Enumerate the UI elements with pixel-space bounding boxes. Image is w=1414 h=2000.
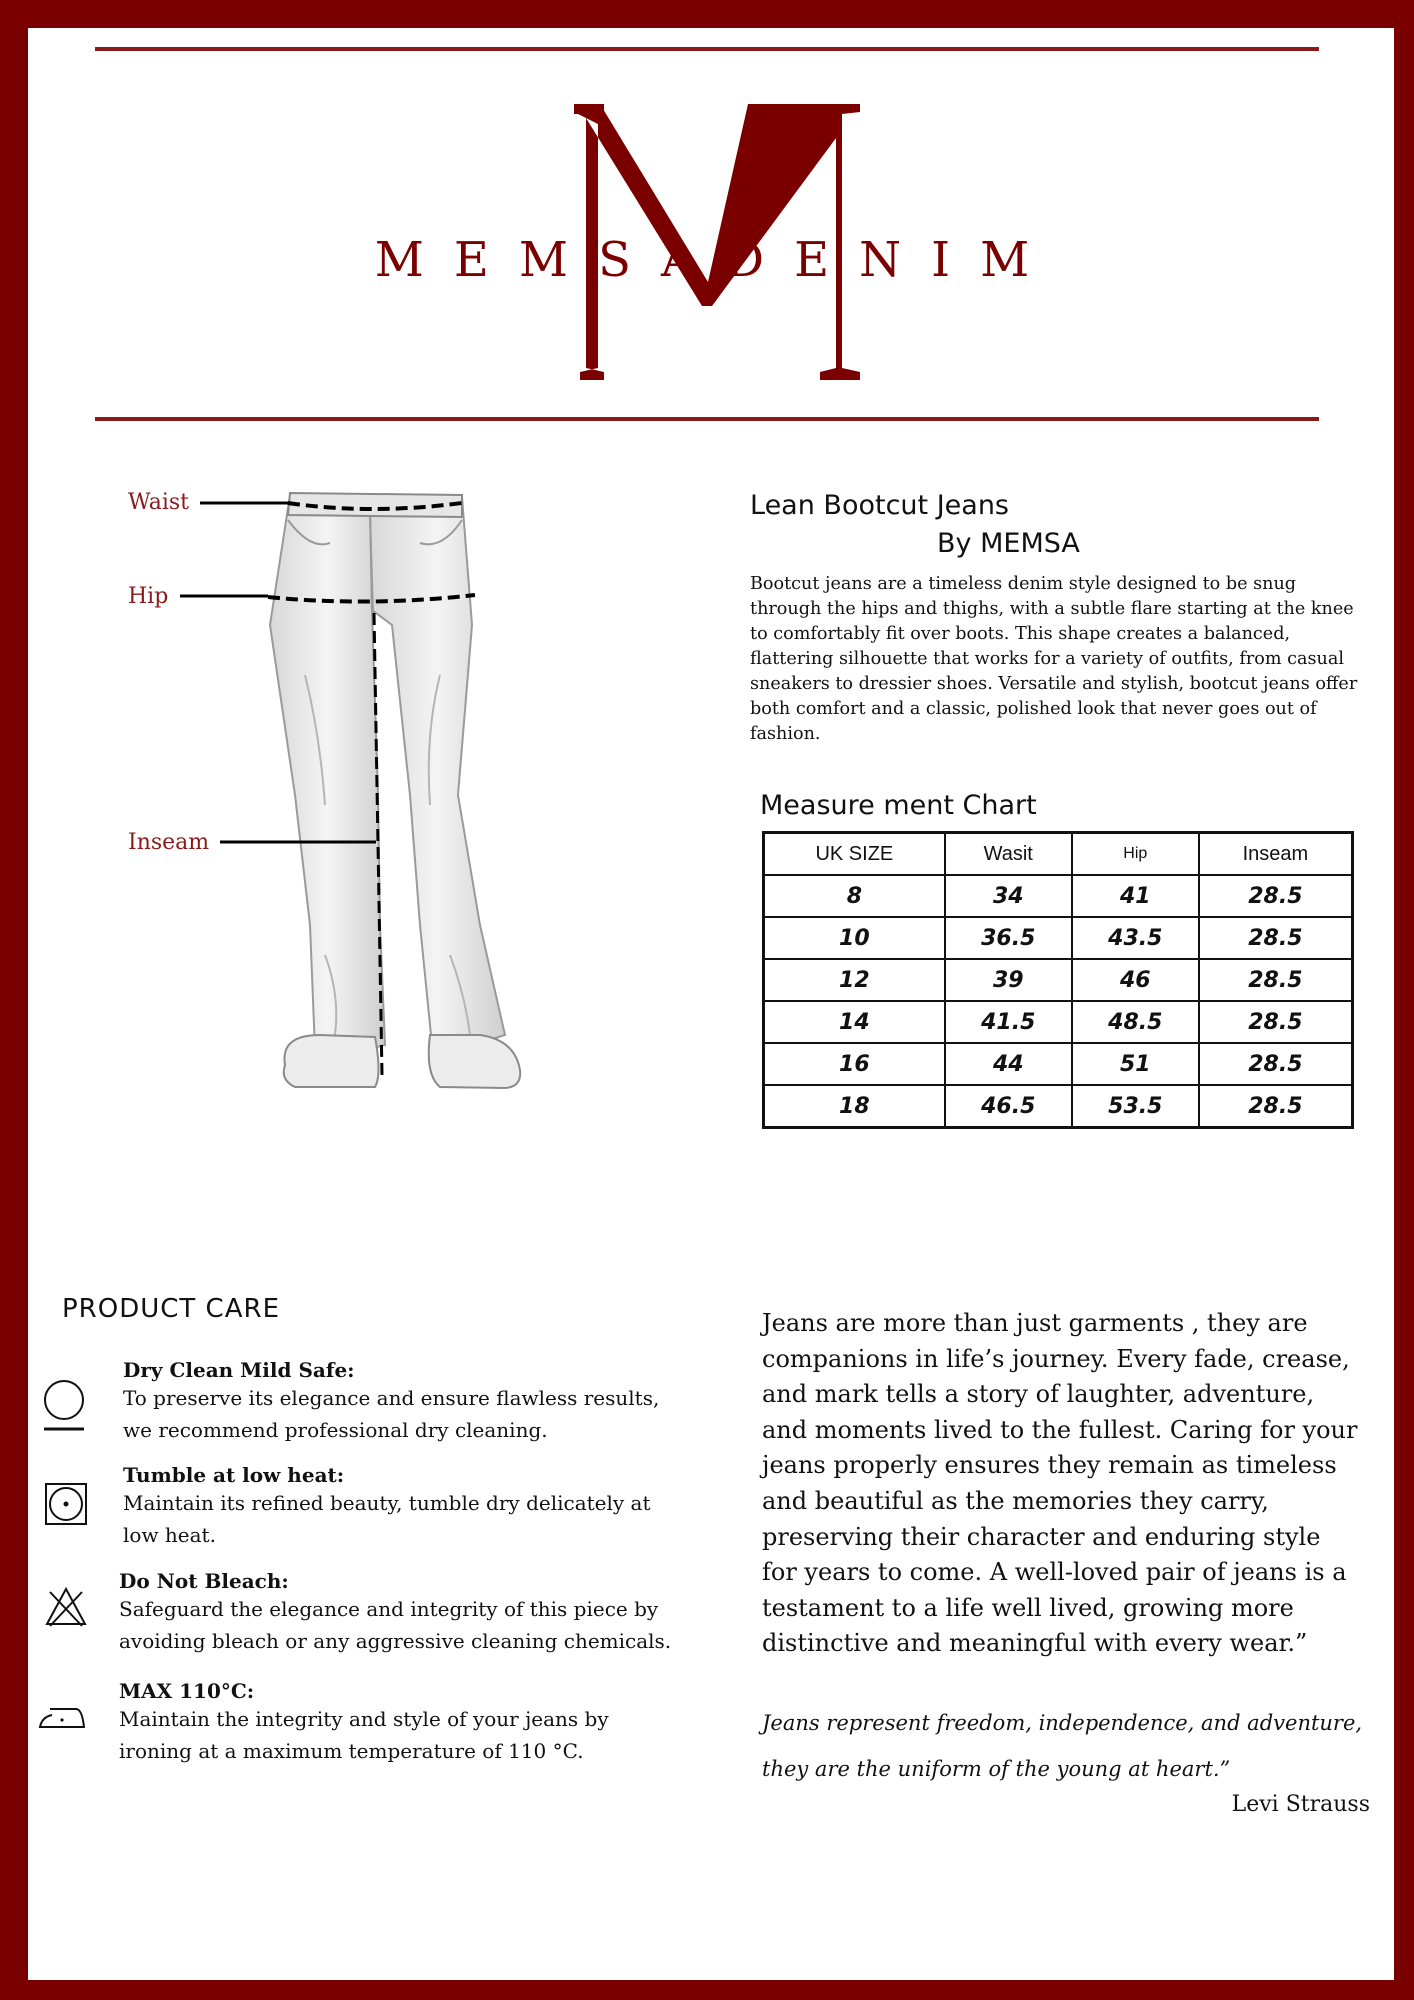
care-item-text: we recommend professional dry cleaning. (123, 1418, 548, 1442)
levi-quote: Jeans represent freedom, independence, and adventure, they are the uniform of the young at heart.” (762, 1711, 1363, 1781)
table-row (764, 917, 1353, 959)
do-not-bleach-icon (44, 1586, 88, 1628)
care-item-text: ironing at a maximum temperature of 110 °C. (119, 1739, 584, 1763)
care-item (123, 1358, 703, 1446)
size-cell: 14 (764, 1001, 945, 1043)
hip-cell: 41 (1072, 875, 1199, 917)
care-item-title: Dry Clean Mild Safe: (123, 1358, 355, 1382)
header-waist: Wasit (945, 833, 1072, 876)
top-rule (95, 47, 1319, 51)
measurement-table (762, 831, 1354, 1129)
care-item-text: avoiding bleach or any aggressive cleaning chemicals. (119, 1629, 672, 1653)
waist-cell: 36.5 (945, 917, 1072, 959)
waist-label: Waist (128, 490, 189, 515)
product-description: Bootcut jeans are a timeless denim style designed to be snug through the hips and thighs, with a subtle flare starting at the knee to comfortably fit over boots. This shape creates a balanced, flattering silhouette that works for a variety of outfits, from casual sneakers to dressier shoes. Versatile and stylish, bootcut jeans offer both comfort and a classic, polished look that never goes out of fashion. (750, 574, 1358, 744)
inseam-cell: 28.5 (1199, 917, 1353, 959)
care-item (123, 1463, 703, 1551)
jeans-illustration (120, 475, 600, 1135)
waist-cell: 39 (945, 959, 1072, 1001)
hip-label: Hip (128, 584, 169, 609)
care-item-title: Do Not Bleach: (119, 1569, 289, 1593)
care-item-title: MAX 110°C: (119, 1679, 255, 1703)
table-row (764, 875, 1353, 917)
hip-cell: 46 (1072, 959, 1199, 1001)
waist-cell: 46.5 (945, 1085, 1072, 1128)
hip-cell: 53.5 (1072, 1085, 1199, 1128)
product-care-title: PRODUCT CARE (62, 1294, 280, 1324)
care-item-text: Maintain its refined beauty, tumble dry delicately at (123, 1491, 651, 1515)
size-cell: 18 (764, 1085, 945, 1128)
hip-cell: 43.5 (1072, 917, 1199, 959)
table-header-row (764, 833, 1353, 876)
care-item-text: low heat. (123, 1523, 216, 1547)
inseam-label: Inseam (128, 830, 210, 855)
care-item-text: Maintain the integrity and style of your jeans by (119, 1707, 609, 1731)
table-row (764, 1085, 1353, 1128)
iron-low-icon (38, 1705, 88, 1733)
inseam-cell: 28.5 (1199, 875, 1353, 917)
table-row (764, 1043, 1353, 1085)
waist-cell: 41.5 (945, 1001, 1072, 1043)
hip-cell: 51 (1072, 1043, 1199, 1085)
care-item (119, 1569, 719, 1657)
size-cell: 8 (764, 875, 945, 917)
care-item-text: Safeguard the elegance and integrity of this piece by (119, 1597, 659, 1621)
dry-clean-icon (42, 1378, 86, 1434)
jeans-quote: Jeans are more than just garments , they are companions in life’s journey. Every fade, crease, and mark tells a story of laughter, adventure, and moments lived to the fullest. Caring for your jeans properly ensures they remain as timeless and beautiful as the memories they carry, preserving their character and enduring style for years to come. A well-loved pair of jeans is a testament to a life well lived, growing more distinctive and meaningful with every wear.” (762, 1309, 1358, 1658)
brand-name: MEMSADENIM (374, 232, 1060, 288)
table-row (764, 1001, 1353, 1043)
product-title: Lean Bootcut Jeans (750, 490, 1009, 521)
inseam-cell: 28.5 (1199, 959, 1353, 1001)
care-item-title: Tumble at low heat: (123, 1463, 345, 1487)
header-inseam: Inseam (1199, 833, 1353, 876)
size-cell: 16 (764, 1043, 945, 1085)
measurement-title: Measure ment Chart (760, 790, 1037, 821)
inseam-cell: 28.5 (1199, 1001, 1353, 1043)
quote-author: Levi Strauss (1231, 1792, 1370, 1817)
table-row (764, 959, 1353, 1001)
tumble-dry-low-icon (44, 1482, 88, 1526)
header-rule (95, 417, 1319, 421)
product-by: By MEMSA (937, 528, 1080, 559)
waist-cell: 44 (945, 1043, 1072, 1085)
waist-cell: 34 (945, 875, 1072, 917)
header-hip: Hip (1072, 833, 1199, 876)
header-size: UK SIZE (764, 833, 945, 876)
care-item (119, 1679, 719, 1767)
size-cell: 12 (764, 959, 945, 1001)
size-cell: 10 (764, 917, 945, 959)
care-item-text: To preserve its elegance and ensure flawless results, (123, 1386, 660, 1410)
hip-cell: 48.5 (1072, 1001, 1199, 1043)
inseam-cell: 28.5 (1199, 1085, 1353, 1128)
inseam-cell: 28.5 (1199, 1043, 1353, 1085)
